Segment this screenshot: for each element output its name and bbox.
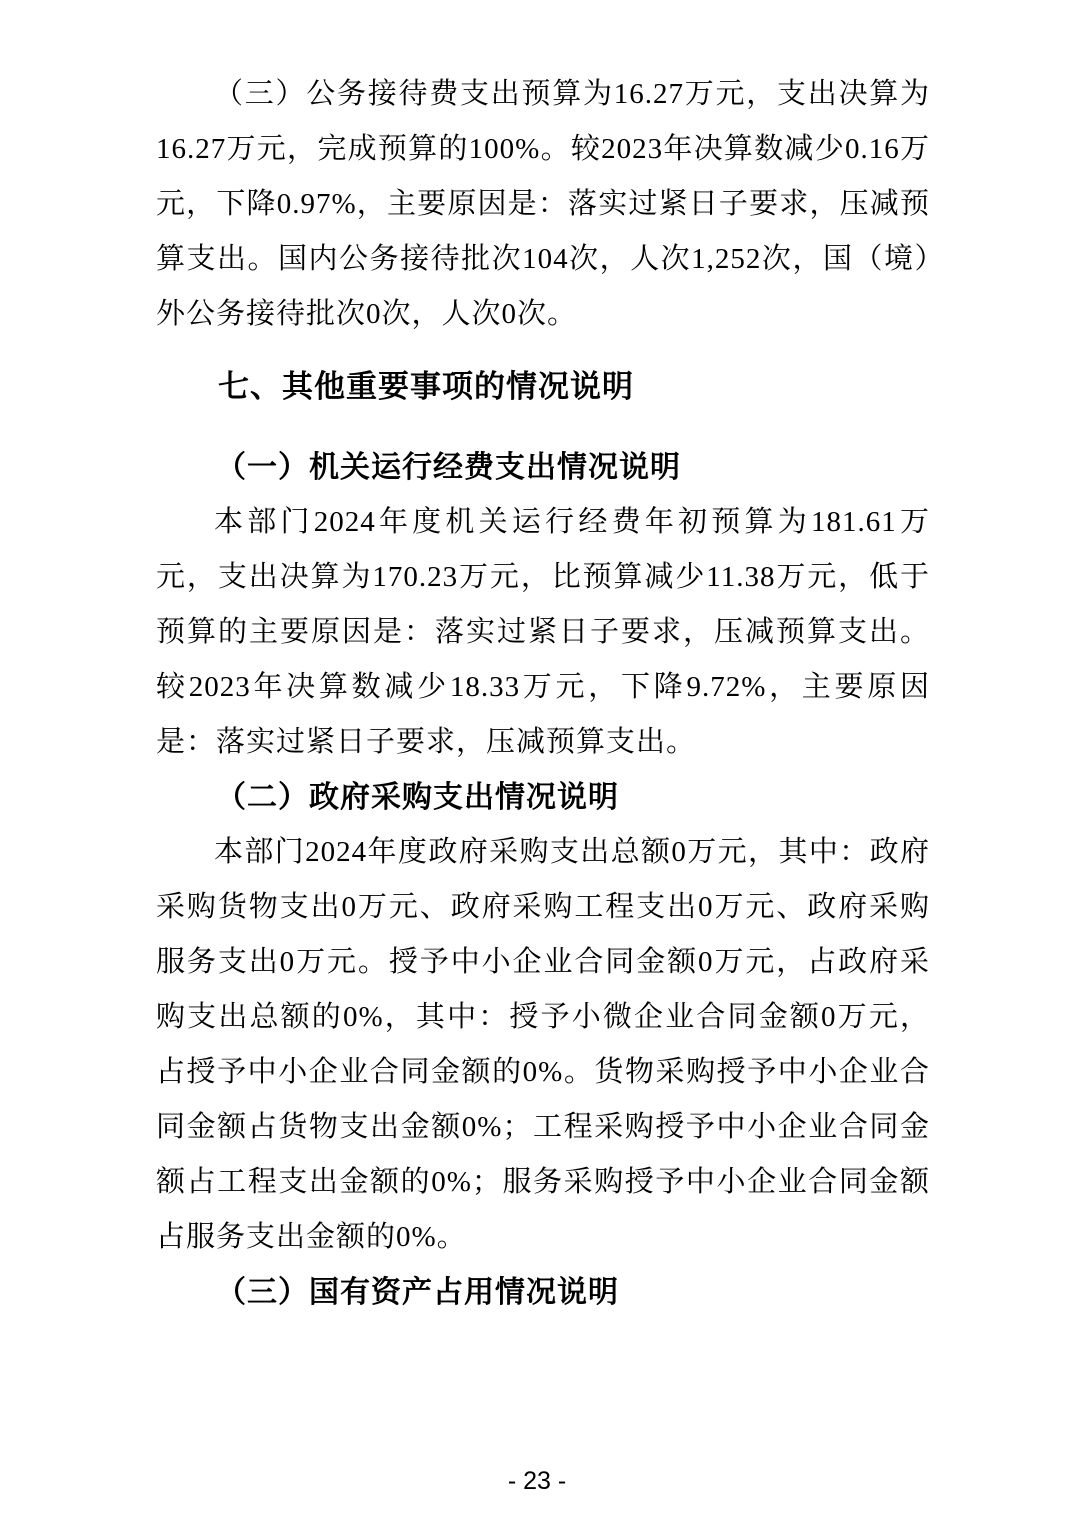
- heading-subsection-1-agency-operating-expense: （一）机关运行经费支出情况说明: [216, 451, 681, 484]
- page-number: - 23 -: [507, 1467, 567, 1495]
- heading-subsection-2-government-procurement: （二）政府采购支出情况说明: [216, 781, 619, 814]
- heading-subsection-3-state-owned-assets: （三）国有资产占用情况说明: [216, 1276, 619, 1309]
- paragraph-government-procurement: 本部门2024年度政府采购支出总额0万元，其中：政府采购货物支出0万元、政府采购工程支出0万元、政府采购服务支出0万元。授予中小企业合同金额0万元，占政府采购支出总额的0%，其中：授予小微企业合同金额0万元，占授予中小企业合同金额的0%。货物采购授予中小企业合同金额占货物支出金额0%；工程采购授予中小企业合同金额占工程支出金额的0%；服务采购授予中小企业合同金额占服务支出金额的0%。: [156, 836, 930, 1253]
- heading-section-7-other-important-matters: 七、其他重要事项的情况说明: [218, 369, 634, 404]
- paragraph-official-reception-expense: （三）公务接待费支出预算为16.27万元，支出决算为16.27万元，完成预算的100%。较2023年决算数减少0.16万元，下降0.97%，主要原因是：落实过紧日子要求，压减预算支出。国内公务接待批次104次，人次1,252次，国（境）外公务接待批次0次，人次0次。: [156, 78, 930, 330]
- paragraph-agency-operating-expense: 本部门2024年度机关运行经费年初预算为181.61万元，支出决算为170.23万元，比预算减少11.38万元，低于预算的主要原因是：落实过紧日子要求，压减预算支出。较2023年决算数减少18.33万元，下降9.72%，主要原因是：落实过紧日子要求，压减预算支出。: [156, 506, 930, 758]
